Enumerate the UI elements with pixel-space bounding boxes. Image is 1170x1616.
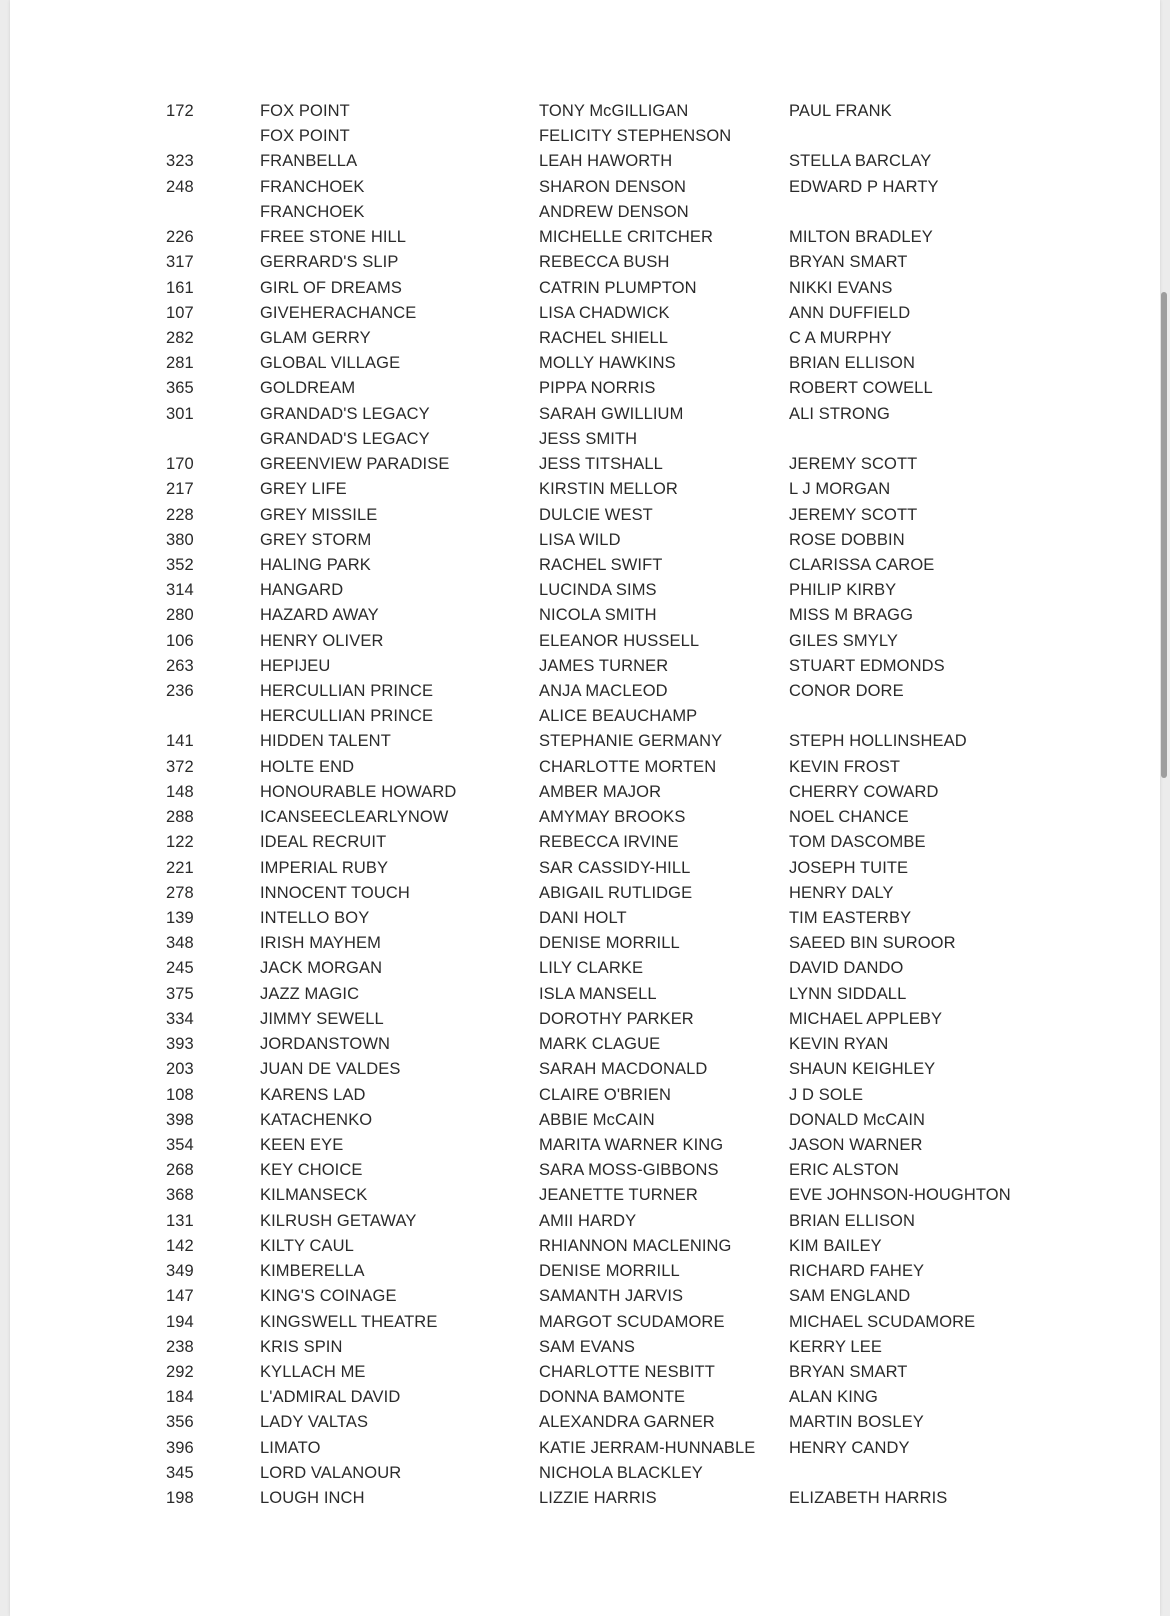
entry-number: 217: [166, 480, 194, 499]
owner-name: LISA CHADWICK: [539, 303, 670, 322]
entry-number: 161: [166, 278, 194, 297]
horse-name: JACK MORGAN: [260, 959, 383, 978]
entry-number: 282: [166, 328, 194, 347]
table-row: [10, 956, 1160, 981]
trainer-name: HENRY DALY: [789, 883, 894, 902]
table-row: [10, 729, 1160, 754]
horse-name: HALING PARK: [260, 555, 371, 574]
horse-name: JIMMY SEWELL: [260, 1009, 384, 1028]
table-row: [10, 553, 1160, 578]
owner-name: MARK CLAGUE: [539, 1035, 661, 1054]
table-row: [10, 276, 1160, 301]
horse-name: HOLTE END: [260, 757, 355, 776]
owner-name: MOLLY HAWKINS: [539, 354, 676, 373]
owner-name: AMBER MAJOR: [539, 782, 662, 801]
owner-name: LUCINDA SIMS: [539, 581, 657, 600]
trainer-name: JOSEPH TUITE: [789, 858, 909, 877]
entry-number: 352: [166, 555, 194, 574]
owner-name: MICHELLE CRITCHER: [539, 228, 714, 247]
entry-number: 172: [166, 102, 194, 120]
horse-name: LOUGH INCH: [260, 1489, 365, 1508]
trainer-name: RICHARD FAHEY: [789, 1262, 925, 1281]
entry-number: 198: [166, 1489, 194, 1508]
horse-name: KINGSWELL THEATRE: [260, 1312, 438, 1331]
owner-name: SARAH MACDONALD: [539, 1060, 708, 1079]
trainer-name: ALI STRONG: [789, 404, 890, 423]
owner-name: ANJA MACLEOD: [539, 682, 668, 701]
horse-name: HANGARD: [260, 581, 344, 600]
table-row: [10, 1310, 1160, 1335]
owner-name: LIZZIE HARRIS: [539, 1489, 657, 1508]
table-row: [10, 856, 1160, 881]
owner-name: CHARLOTTE NESBITT: [539, 1362, 715, 1381]
horse-name: KEEN EYE: [260, 1135, 344, 1154]
trainer-name: TOM DASCOMBE: [789, 833, 926, 852]
trainer-name: JASON WARNER: [789, 1135, 923, 1154]
horse-name: HERCULLIAN PRINCE: [260, 682, 434, 701]
entry-number: 107: [166, 303, 194, 322]
trainer-name: STUART EDMONDS: [789, 656, 945, 675]
entry-number: 278: [166, 883, 194, 902]
owner-name: STEPHANIE GERMANY: [539, 732, 723, 751]
table-row: [10, 1083, 1160, 1108]
table-row: [10, 452, 1160, 477]
owner-name: ABIGAIL RUTLIDGE: [539, 883, 693, 902]
entry-number: 292: [166, 1362, 194, 1381]
table-row: [10, 1007, 1160, 1032]
entry-number: 334: [166, 1009, 194, 1028]
trainer-name: MICHAEL APPLEBY: [789, 1009, 943, 1028]
owner-name: CATRIN PLUMPTON: [539, 278, 697, 297]
entry-number: 348: [166, 934, 194, 953]
owner-name: DULCIE WEST: [539, 505, 653, 524]
owner-name: DENISE MORRILL: [539, 1262, 680, 1281]
trainer-name: CONOR DORE: [789, 682, 904, 701]
horse-name: KILMANSECK: [260, 1186, 368, 1205]
entry-number: 301: [166, 404, 194, 423]
table-row: [10, 1284, 1160, 1309]
owner-name: NICHOLA BLACKLEY: [539, 1463, 703, 1482]
entry-number: 142: [166, 1236, 194, 1255]
owner-name: ALICE BEAUCHAMP: [539, 707, 698, 726]
table-row: [10, 1360, 1160, 1385]
table-row: [10, 427, 1160, 452]
entry-number: 288: [166, 808, 194, 827]
horse-name: HONOURABLE HOWARD: [260, 782, 457, 801]
horse-name: FRANCHOEK: [260, 177, 365, 196]
owner-name: DONNA BAMONTE: [539, 1388, 686, 1407]
horse-name: IMPERIAL RUBY: [260, 858, 389, 877]
horse-name: INNOCENT TOUCH: [260, 883, 410, 902]
trainer-name: ROSE DOBBIN: [789, 530, 905, 549]
entry-number: 122: [166, 833, 194, 852]
trainer-name: SHAUN KEIGHLEY: [789, 1060, 936, 1079]
entry-number: 380: [166, 530, 194, 549]
horse-name: FRANBELLA: [260, 152, 358, 171]
horse-name: FRANCHOEK: [260, 202, 365, 221]
entry-number: 184: [166, 1388, 194, 1407]
table-row: [10, 805, 1160, 830]
owner-name: SARA MOSS-GIBBONS: [539, 1161, 719, 1180]
table-row: [10, 1234, 1160, 1259]
entry-number: 170: [166, 455, 194, 474]
trainer-name: CLARISSA CAROE: [789, 555, 935, 574]
table-row: [10, 755, 1160, 780]
horse-name: JAZZ MAGIC: [260, 984, 360, 1003]
table-row: [10, 1410, 1160, 1435]
entry-number: 396: [166, 1438, 194, 1457]
owner-name: REBECCA IRVINE: [539, 833, 679, 852]
entry-number: 141: [166, 732, 194, 751]
horse-name: JORDANSTOWN: [260, 1035, 391, 1054]
table-row: [10, 906, 1160, 931]
trainer-name: DAVID DANDO: [789, 959, 904, 978]
trainer-name: STEPH HOLLINSHEAD: [789, 732, 967, 751]
table-row: [10, 679, 1160, 704]
horse-name: IRISH MAYHEM: [260, 934, 381, 953]
trainer-name: KEVIN FROST: [789, 757, 901, 776]
entry-number: 203: [166, 1060, 194, 1079]
trainer-name: NOEL CHANCE: [789, 808, 909, 827]
owner-name: FELICITY STEPHENSON: [539, 127, 732, 146]
horse-name: FREE STONE HILL: [260, 228, 407, 247]
trainer-name: ELIZABETH HARRIS: [789, 1489, 948, 1508]
trainer-name: ROBERT COWELL: [789, 379, 933, 398]
trainer-name: JEREMY SCOTT: [789, 455, 918, 474]
owner-name: RACHEL SWIFT: [539, 555, 663, 574]
table-row: [10, 578, 1160, 603]
table-row: [10, 225, 1160, 250]
horse-name: GIRL OF DREAMS: [260, 278, 402, 297]
trainer-name: ERIC ALSTON: [789, 1161, 899, 1180]
table-row: [10, 503, 1160, 528]
horse-name: HEPIJEU: [260, 656, 331, 675]
owner-name: ALEXANDRA GARNER: [539, 1413, 715, 1432]
entry-number: 236: [166, 682, 194, 701]
entry-number: 147: [166, 1287, 194, 1306]
table-row: [10, 1209, 1160, 1234]
owner-name: ANDREW DENSON: [539, 202, 689, 221]
entry-number: 226: [166, 228, 194, 247]
table-row: [10, 376, 1160, 401]
horse-name: KIMBERELLA: [260, 1262, 365, 1281]
table-row: [10, 301, 1160, 326]
table-row: [10, 1486, 1160, 1511]
trainer-name: JEREMY SCOTT: [789, 505, 918, 524]
table-row: [10, 99, 1160, 124]
owner-name: SAMANTH JARVIS: [539, 1287, 684, 1306]
trainer-name: BRIAN ELLISON: [789, 354, 916, 373]
table-row: [10, 1057, 1160, 1082]
horse-name: GREENVIEW PARADISE: [260, 455, 450, 474]
trainer-name: PAUL FRANK: [789, 102, 892, 120]
trainer-name: CHERRY COWARD: [789, 782, 939, 801]
trainer-name: SAM ENGLAND: [789, 1287, 911, 1306]
owner-name: JAMES TURNER: [539, 656, 669, 675]
table-row: [10, 654, 1160, 679]
owner-name: RHIANNON MACLENING: [539, 1236, 732, 1255]
owner-name: LEAH HAWORTH: [539, 152, 673, 171]
entry-number: 268: [166, 1161, 194, 1180]
horse-name: KILRUSH GETAWAY: [260, 1211, 417, 1230]
table-row: [10, 603, 1160, 628]
table-row: [10, 1335, 1160, 1360]
owner-name: AMYMAY BROOKS: [539, 808, 686, 827]
entry-number: 375: [166, 984, 194, 1003]
table-row: [10, 1158, 1160, 1183]
table-row: [10, 881, 1160, 906]
horse-name: KRIS SPIN: [260, 1337, 343, 1356]
entry-number: 106: [166, 631, 194, 650]
owner-name: DENISE MORRILL: [539, 934, 680, 953]
table-row: [10, 1385, 1160, 1410]
trainer-name: STELLA BARCLAY: [789, 152, 932, 171]
entry-number: 365: [166, 379, 194, 398]
table-row: [10, 1133, 1160, 1158]
owner-name: REBECCA BUSH: [539, 253, 670, 272]
entry-number: 368: [166, 1186, 194, 1205]
entry-number: 345: [166, 1463, 194, 1482]
trainer-name: EVE JOHNSON-HOUGHTON: [789, 1186, 1011, 1205]
entry-number: 221: [166, 858, 194, 877]
vertical-scrollbar[interactable]: [1160, 0, 1168, 1616]
horse-name: ICANSEECLEARLYNOW: [260, 808, 449, 827]
horse-name: FOX POINT: [260, 102, 350, 120]
owner-name: JESS TITSHALL: [539, 455, 663, 474]
table-row: [10, 1461, 1160, 1486]
trainer-name: MILTON BRADLEY: [789, 228, 933, 247]
entry-number: 238: [166, 1337, 194, 1356]
owner-name: RACHEL SHIELL: [539, 328, 669, 347]
table-row: [10, 200, 1160, 225]
scroll-thumb[interactable]: [1161, 292, 1167, 778]
trainer-name: DONALD McCAIN: [789, 1110, 926, 1129]
entry-number: 139: [166, 909, 194, 927]
owner-name: LISA WILD: [539, 530, 621, 549]
table-row: [10, 124, 1160, 149]
horse-name: GOLDREAM: [260, 379, 356, 398]
horse-name: LIMATO: [260, 1438, 321, 1457]
table-row: [10, 629, 1160, 654]
table-row: [10, 982, 1160, 1007]
trainer-name: SAEED BIN SUROOR: [789, 934, 956, 953]
horse-name: KATACHENKO: [260, 1110, 373, 1129]
horse-name: GIVEHERACHANCE: [260, 303, 417, 322]
trainer-name: BRIAN ELLISON: [789, 1211, 916, 1230]
entry-number: 398: [166, 1110, 194, 1129]
entry-number: 194: [166, 1312, 194, 1331]
horse-name: KARENS LAD: [260, 1085, 366, 1104]
horse-name: JUAN DE VALDES: [260, 1060, 401, 1079]
table-row: [10, 1259, 1160, 1284]
table-row: [10, 326, 1160, 351]
table-row: [10, 528, 1160, 553]
owner-name: SARAH GWILLIUM: [539, 404, 684, 423]
horse-name: GRANDAD'S LEGACY: [260, 429, 430, 448]
entry-number: 248: [166, 177, 194, 196]
trainer-name: MARTIN BOSLEY: [789, 1413, 924, 1432]
table-row: [10, 830, 1160, 855]
trainer-name: HENRY CANDY: [789, 1438, 910, 1457]
table-row: [10, 149, 1160, 174]
trainer-name: BRYAN SMART: [789, 253, 908, 272]
horse-name: KING'S COINAGE: [260, 1287, 397, 1306]
horse-name: GRANDAD'S LEGACY: [260, 404, 430, 423]
trainer-name: PHILIP KIRBY: [789, 581, 897, 600]
owner-name: AMII HARDY: [539, 1211, 637, 1230]
owner-name: KATIE JERRAM-HUNNABLE: [539, 1438, 756, 1457]
trainer-name: ANN DUFFIELD: [789, 303, 911, 322]
owner-name: SAR CASSIDY-HILL: [539, 858, 691, 877]
horse-name: KILTY CAUL: [260, 1236, 354, 1255]
owner-name: PIPPA NORRIS: [539, 379, 656, 398]
entry-number: 263: [166, 656, 194, 675]
entry-number: 228: [166, 505, 194, 524]
owner-name: CLAIRE O'BRIEN: [539, 1085, 671, 1104]
entry-number: 131: [166, 1211, 194, 1230]
entry-number: 323: [166, 152, 194, 171]
entry-number: 314: [166, 581, 194, 600]
entry-number: 108: [166, 1085, 194, 1104]
owner-name: DOROTHY PARKER: [539, 1009, 694, 1028]
trainer-name: BRYAN SMART: [789, 1362, 908, 1381]
table-row: [10, 1436, 1160, 1461]
table-row: [10, 1183, 1160, 1208]
entry-number: 281: [166, 354, 194, 373]
table-row: [10, 402, 1160, 427]
owner-name: CHARLOTTE MORTEN: [539, 757, 717, 776]
owner-name: JESS SMITH: [539, 429, 638, 448]
horse-name: HAZARD AWAY: [260, 606, 379, 625]
owner-name: SHARON DENSON: [539, 177, 687, 196]
trainer-name: KEVIN RYAN: [789, 1035, 889, 1054]
horse-name: FOX POINT: [260, 127, 350, 146]
owner-name: KIRSTIN MELLOR: [539, 480, 678, 499]
table-row: [10, 1108, 1160, 1133]
horse-name: HERCULLIAN PRINCE: [260, 707, 434, 726]
entry-number: 280: [166, 606, 194, 625]
horse-name: INTELLO BOY: [260, 909, 370, 927]
horse-name: L'ADMIRAL DAVID: [260, 1388, 401, 1407]
owner-name: ELEANOR HUSSELL: [539, 631, 700, 650]
trainer-name: NIKKI EVANS: [789, 278, 893, 297]
trainer-name: ALAN KING: [789, 1388, 878, 1407]
trainer-name: L J MORGAN: [789, 480, 891, 499]
table-row: [10, 250, 1160, 275]
owner-name: TONY McGILLIGAN: [539, 102, 689, 120]
owner-name: DANI HOLT: [539, 909, 627, 927]
table-row: [10, 931, 1160, 956]
owner-name: ABBIE McCAIN: [539, 1110, 655, 1129]
entry-number: 356: [166, 1413, 194, 1432]
trainer-name: C A MURPHY: [789, 328, 892, 347]
horse-name: HENRY OLIVER: [260, 631, 384, 650]
horse-name: GREY STORM: [260, 530, 372, 549]
owner-name: JEANETTE TURNER: [539, 1186, 698, 1205]
table-row: [10, 780, 1160, 805]
horse-name: LORD VALANOUR: [260, 1463, 402, 1482]
trainer-name: GILES SMYLY: [789, 631, 899, 650]
table-row: [10, 351, 1160, 376]
trainer-name: J D SOLE: [789, 1085, 864, 1104]
horse-name: IDEAL RECRUIT: [260, 833, 387, 852]
entry-number: 349: [166, 1262, 194, 1281]
table-row: [10, 1032, 1160, 1057]
owner-name: SAM EVANS: [539, 1337, 635, 1356]
owner-name: MARITA WARNER KING: [539, 1135, 724, 1154]
horse-name: KEY CHOICE: [260, 1161, 363, 1180]
trainer-name: LYNN SIDDALL: [789, 984, 907, 1003]
horse-name: GLAM GERRY: [260, 328, 371, 347]
horse-name: LADY VALTAS: [260, 1413, 369, 1432]
owner-name: MARGOT SCUDAMORE: [539, 1312, 725, 1331]
horse-name: GLOBAL VILLAGE: [260, 354, 401, 373]
trainer-name: TIM EASTERBY: [789, 909, 912, 927]
entry-number: 354: [166, 1135, 194, 1154]
entry-number: 317: [166, 253, 194, 272]
owner-name: LILY CLARKE: [539, 959, 644, 978]
entry-number: 372: [166, 757, 194, 776]
horse-name: GREY LIFE: [260, 480, 347, 499]
trainer-name: KIM BAILEY: [789, 1236, 882, 1255]
horse-name: HIDDEN TALENT: [260, 732, 391, 751]
trainer-name: KERRY LEE: [789, 1337, 882, 1356]
owner-name: NICOLA SMITH: [539, 606, 657, 625]
table-row: [10, 477, 1160, 502]
horse-name: GERRARD'S SLIP: [260, 253, 399, 272]
trainer-name: MISS M BRAGG: [789, 606, 914, 625]
document-page: [10, 0, 1160, 1616]
owner-name: ISLA MANSELL: [539, 984, 657, 1003]
horse-name: GREY MISSILE: [260, 505, 378, 524]
entry-number: 148: [166, 782, 194, 801]
table-row: [10, 175, 1160, 200]
trainer-name: MICHAEL SCUDAMORE: [789, 1312, 976, 1331]
table-row: [10, 704, 1160, 729]
trainer-name: EDWARD P HARTY: [789, 177, 939, 196]
entry-number: 245: [166, 959, 194, 978]
entries-table: [10, 99, 1160, 1511]
horse-name: KYLLACH ME: [260, 1362, 366, 1381]
entry-number: 393: [166, 1035, 194, 1054]
